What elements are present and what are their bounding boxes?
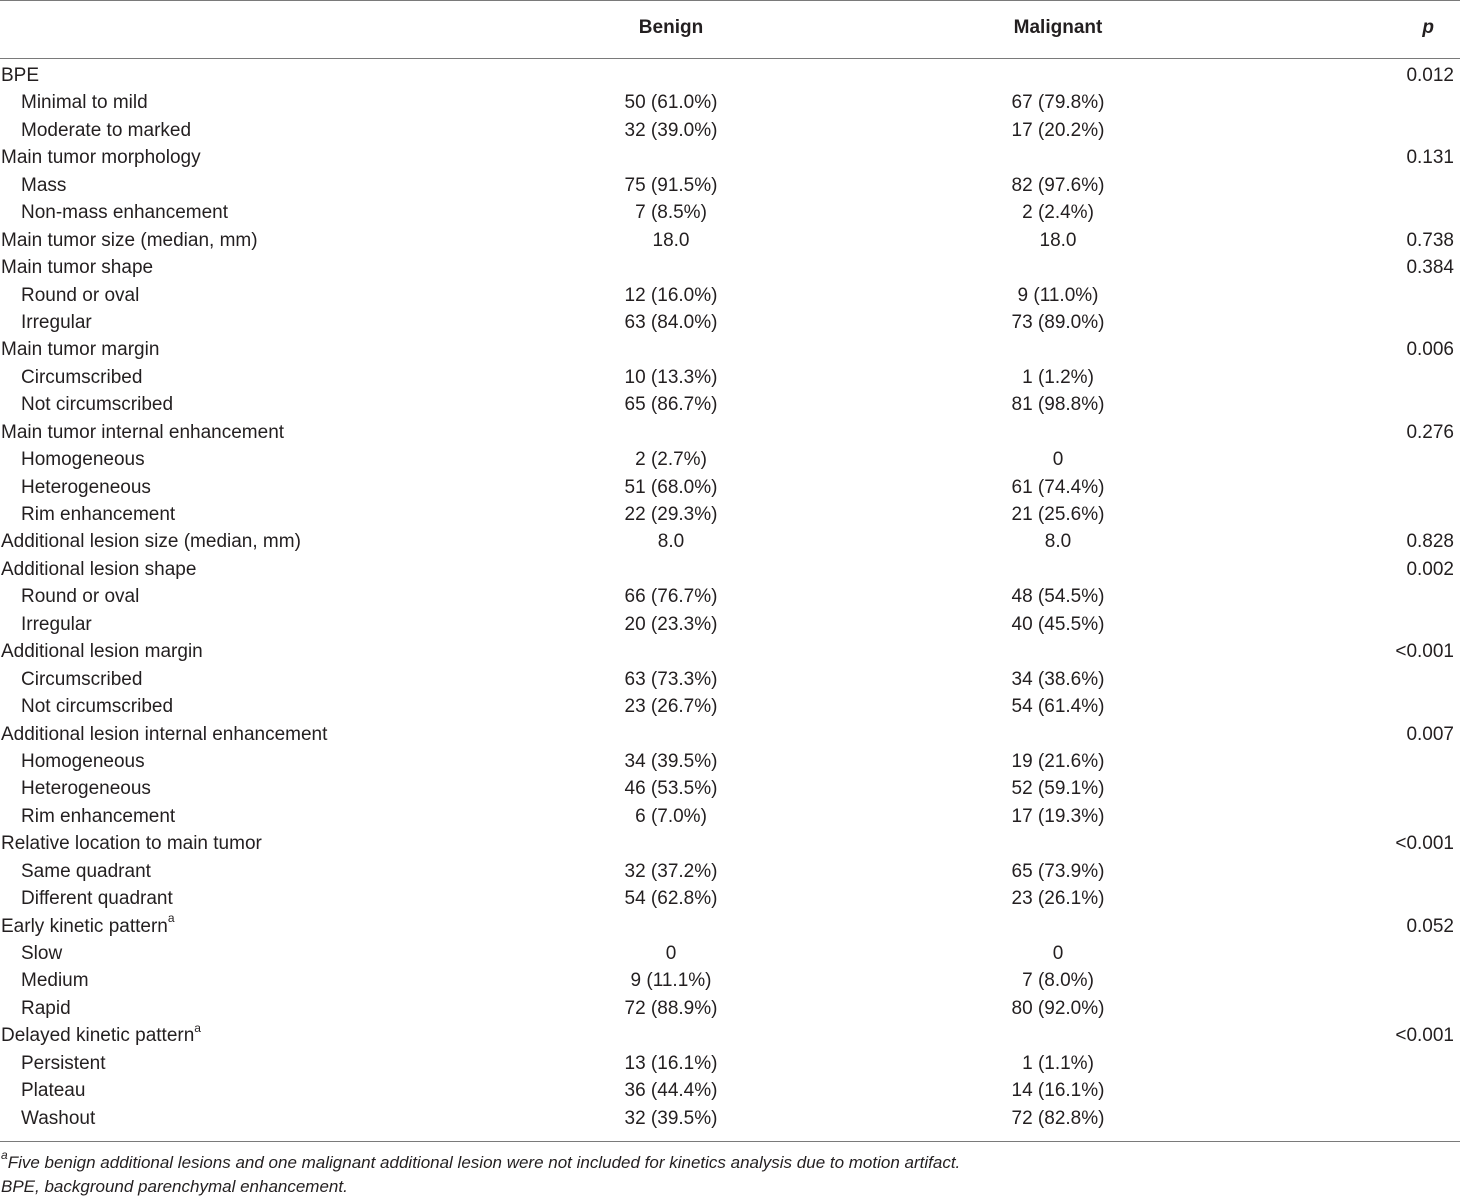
cell-malignant: 82 (97.6%) (1011, 174, 1105, 196)
cell-benign: 10 (13.3%) (624, 366, 718, 388)
row-label-text: Main tumor margin (1, 339, 160, 361)
row-label (21, 309, 92, 336)
row-label-text: Round or oval (21, 586, 140, 608)
table-row-subcategory (0, 474, 1460, 501)
table-row-variable (0, 528, 1460, 555)
table-row-subcategory (0, 775, 1460, 802)
footnote-abbreviation: BPE, background parenchymal enhancement. (1, 1177, 348, 1196)
table-footnotes (1, 1148, 1441, 1199)
cell-benign: 13 (16.1%) (624, 1052, 718, 1074)
table-row-subcategory (0, 940, 1460, 967)
cell-malignant: 19 (21.6%) (1011, 750, 1105, 772)
cell-malignant: 0 (1052, 943, 1064, 964)
table-row-variable (0, 830, 1460, 857)
table-row-subcategory (0, 1077, 1460, 1104)
cell-p-value: 0.384 (1406, 257, 1454, 279)
table-row-subcategory (0, 885, 1460, 912)
footnote-marker: a (194, 1020, 201, 1035)
row-label-text: Main tumor shape (1, 257, 154, 279)
cell-malignant: 80 (92.0%) (1011, 997, 1105, 1019)
row-label-text: Moderate to marked (21, 119, 192, 141)
cell-benign: 7 (8.5%) (635, 202, 707, 224)
cell-malignant: 67 (79.8%) (1011, 92, 1105, 114)
table-body (0, 62, 1460, 1132)
table-row-subcategory (0, 172, 1460, 199)
row-label-text: Minimal to mild (21, 92, 148, 114)
table-row-subcategory (0, 611, 1460, 638)
header-rule (0, 58, 1460, 59)
row-label (21, 995, 71, 1022)
cell-benign: 32 (39.5%) (624, 1107, 718, 1129)
cell-p-value: 0.828 (1406, 531, 1454, 553)
table-top-rule (0, 0, 1460, 1)
table-row-subcategory (0, 967, 1460, 994)
row-label (1, 62, 39, 89)
cell-benign: 20 (23.3%) (624, 613, 718, 635)
table-row-subcategory (0, 583, 1460, 610)
cell-malignant: 23 (26.1%) (1011, 888, 1105, 910)
table-row-subcategory (0, 391, 1460, 418)
cell-benign: 75 (91.5%) (624, 174, 718, 196)
row-label-text: Round or oval (21, 284, 140, 306)
table-row-subcategory (0, 858, 1460, 885)
cell-malignant: 7 (8.0%) (1022, 970, 1094, 992)
row-label (21, 172, 66, 199)
row-label-text: Not circumscribed (21, 696, 174, 718)
row-label-text: Additional lesion size (median, mm) (1, 531, 301, 553)
cell-p-value: <0.001 (1395, 641, 1454, 663)
row-label-text: Heterogeneous (21, 778, 151, 800)
cell-benign: 32 (39.0%) (624, 119, 718, 141)
cell-benign: 34 (39.5%) (624, 750, 718, 772)
cell-malignant: 81 (98.8%) (1011, 394, 1105, 416)
row-label-text: Main tumor internal enhancement (1, 421, 285, 443)
row-label-text: Rim enhancement (21, 504, 176, 525)
cell-p-value: 0.012 (1406, 65, 1454, 86)
cell-benign: 63 (73.3%) (624, 668, 718, 690)
cell-p-value: 0.131 (1406, 147, 1454, 169)
cell-malignant: 8.0 (1044, 531, 1072, 553)
table-row-variable (0, 62, 1460, 89)
table-row-subcategory (0, 309, 1460, 336)
cell-p-value: 0.276 (1406, 421, 1454, 443)
row-label (21, 775, 151, 802)
row-label-text: Relative location to main tumor (1, 833, 262, 855)
row-label (1, 913, 175, 940)
footnote-marker: a (167, 911, 175, 926)
table-row-subcategory (0, 89, 1460, 116)
table-bottom-rule (0, 1141, 1460, 1142)
row-label-text: Additional lesion margin (1, 641, 203, 663)
row-label-text: Main tumor size (median, mm) (1, 229, 258, 251)
row-label-text: Not circumscribed (21, 394, 174, 416)
row-label (21, 666, 142, 693)
row-label-text: Mass (21, 174, 67, 196)
row-label-text: Persistent (21, 1052, 106, 1074)
column-header-benign: Benign (638, 17, 704, 38)
row-label (21, 940, 62, 967)
row-label-text: Irregular (21, 613, 92, 635)
row-label (1, 227, 258, 254)
cell-malignant: 40 (45.5%) (1011, 613, 1105, 635)
row-label-text: Heterogeneous (21, 476, 151, 498)
row-label-text: Washout (21, 1107, 96, 1129)
cell-benign: 0 (665, 943, 677, 964)
row-label (1, 144, 201, 171)
row-label (21, 1105, 95, 1132)
cell-benign: 8.0 (657, 531, 685, 553)
cell-benign: 22 (29.3%) (624, 504, 718, 525)
cell-malignant: 17 (19.3%) (1011, 805, 1105, 827)
row-label (21, 446, 145, 473)
cell-malignant: 34 (38.6%) (1011, 668, 1105, 690)
cell-malignant: 48 (54.5%) (1011, 586, 1105, 608)
row-label-text: Slow (21, 943, 63, 964)
cell-benign: 51 (68.0%) (624, 476, 718, 498)
row-label-text: Additional lesion internal enhancement (1, 723, 328, 745)
row-label (21, 282, 139, 309)
cell-malignant: 73 (89.0%) (1011, 311, 1105, 333)
row-label (21, 583, 139, 610)
row-label-text: Homogeneous (21, 449, 145, 471)
cell-p-value: <0.001 (1395, 833, 1454, 855)
table-row-subcategory (0, 282, 1460, 309)
cell-malignant: 61 (74.4%) (1011, 476, 1105, 498)
cell-malignant: 1 (1.2%) (1022, 366, 1094, 388)
cell-benign: 66 (76.7%) (624, 586, 718, 608)
row-label-text: Delayed kinetic pattern (1, 1025, 195, 1047)
row-label (1, 1022, 201, 1049)
table-row-subcategory (0, 748, 1460, 775)
table-row-subcategory (0, 995, 1460, 1022)
cell-malignant: 9 (11.0%) (1017, 284, 1099, 306)
cell-p-value: 0.007 (1406, 723, 1454, 745)
row-label-text: Medium (21, 970, 89, 992)
row-label (1, 638, 203, 665)
row-label (21, 1050, 105, 1077)
table-row-variable (0, 913, 1460, 940)
row-label (21, 117, 191, 144)
column-header-malignant: Malignant (1013, 17, 1103, 38)
row-label-text: BPE (1, 65, 40, 86)
table-row-subcategory (0, 693, 1460, 720)
row-label (21, 89, 148, 116)
row-label-text: Early kinetic pattern (1, 915, 168, 937)
cell-malignant: 18.0 (1039, 229, 1077, 251)
cell-malignant: 54 (61.4%) (1011, 696, 1105, 718)
cell-benign: 63 (84.0%) (624, 311, 718, 333)
cell-p-value: 0.002 (1406, 558, 1454, 580)
cell-p-value: 0.738 (1406, 229, 1454, 251)
row-label (21, 693, 173, 720)
row-label (21, 967, 89, 994)
row-label (21, 501, 175, 528)
row-label (1, 830, 262, 857)
table-row-variable (0, 227, 1460, 254)
table-row-variable (0, 721, 1460, 748)
cell-benign: 54 (62.8%) (624, 888, 718, 910)
row-label (1, 556, 196, 583)
cell-malignant: 0 (1052, 449, 1064, 471)
table-row-variable (0, 556, 1460, 583)
cell-benign: 12 (16.0%) (624, 284, 718, 306)
cell-malignant: 17 (20.2%) (1011, 119, 1105, 141)
row-label-text: Circumscribed (21, 366, 143, 388)
row-label (1, 254, 153, 281)
table-row-subcategory (0, 803, 1460, 830)
table-row-subcategory (0, 199, 1460, 226)
cell-benign: 9 (11.1%) (630, 970, 712, 992)
row-label-text: Additional lesion shape (1, 558, 197, 580)
row-label (21, 199, 228, 226)
row-label-text: Same quadrant (21, 860, 151, 882)
row-label (1, 419, 284, 446)
cell-benign: 23 (26.7%) (624, 696, 718, 718)
row-label-text: Main tumor morphology (1, 147, 201, 169)
row-label (21, 803, 175, 830)
row-label (21, 858, 151, 885)
table-row-variable (0, 638, 1460, 665)
row-label (21, 611, 92, 638)
row-label-text: Plateau (21, 1080, 86, 1102)
row-label-text: Irregular (21, 311, 92, 333)
cell-malignant: 21 (25.6%) (1011, 504, 1105, 525)
row-label (1, 528, 301, 555)
cell-p-value: 0.006 (1406, 339, 1454, 361)
cell-malignant: 72 (82.8%) (1011, 1107, 1105, 1129)
cell-malignant: 1 (1.1%) (1022, 1052, 1094, 1074)
cell-p-value: <0.001 (1395, 1025, 1454, 1047)
table-row-subcategory (0, 1050, 1460, 1077)
row-label-text: Homogeneous (21, 750, 145, 772)
table-row-subcategory (0, 117, 1460, 144)
cell-p-value: 0.052 (1406, 915, 1454, 937)
footnote-a (1, 1148, 1441, 1175)
row-label (1, 721, 327, 748)
cell-benign: 2 (2.7%) (635, 449, 707, 471)
cell-benign: 6 (7.0%) (635, 805, 707, 827)
cell-malignant: 65 (73.9%) (1011, 860, 1105, 882)
cell-malignant: 14 (16.1%) (1011, 1080, 1105, 1102)
table-row-variable (0, 336, 1460, 363)
cell-benign: 46 (53.5%) (624, 778, 718, 800)
table-row-variable (0, 254, 1460, 281)
cell-benign: 32 (37.2%) (624, 860, 718, 882)
row-label-text: Rapid (21, 997, 71, 1019)
row-label (1, 336, 159, 363)
table-row-variable (0, 1022, 1460, 1049)
cell-benign: 36 (44.4%) (624, 1080, 718, 1102)
row-label-text: Rim enhancement (21, 805, 176, 827)
footnote-a-text: Five benign additional lesions and one malignant additional lesion were not included for kinetics analysis due to motion artifact. (7, 1153, 961, 1172)
cell-benign: 50 (61.0%) (624, 92, 718, 114)
row-label (21, 364, 142, 391)
cell-malignant: 2 (2.4%) (1022, 202, 1094, 224)
row-label-text: Different quadrant (21, 888, 173, 910)
cell-benign: 65 (86.7%) (624, 394, 718, 416)
cell-malignant: 52 (59.1%) (1011, 778, 1105, 800)
row-label (21, 748, 145, 775)
table-row-subcategory (0, 1105, 1460, 1132)
row-label (21, 474, 151, 501)
table-row-variable (0, 144, 1460, 171)
footnote-a-mark: a (1, 1148, 8, 1163)
column-header-p: p (1422, 17, 1434, 38)
row-label (21, 885, 173, 912)
table-row-subcategory (0, 501, 1460, 528)
table-row-subcategory (0, 364, 1460, 391)
row-label-text: Circumscribed (21, 668, 143, 690)
table-row-subcategory (0, 666, 1460, 693)
cell-benign: 18.0 (652, 229, 690, 251)
table-row-variable (0, 419, 1460, 446)
cell-benign: 72 (88.9%) (624, 997, 718, 1019)
row-label (21, 1077, 85, 1104)
row-label (21, 391, 173, 418)
table-row-subcategory (0, 446, 1460, 473)
row-label-text: Non-mass enhancement (21, 202, 228, 224)
